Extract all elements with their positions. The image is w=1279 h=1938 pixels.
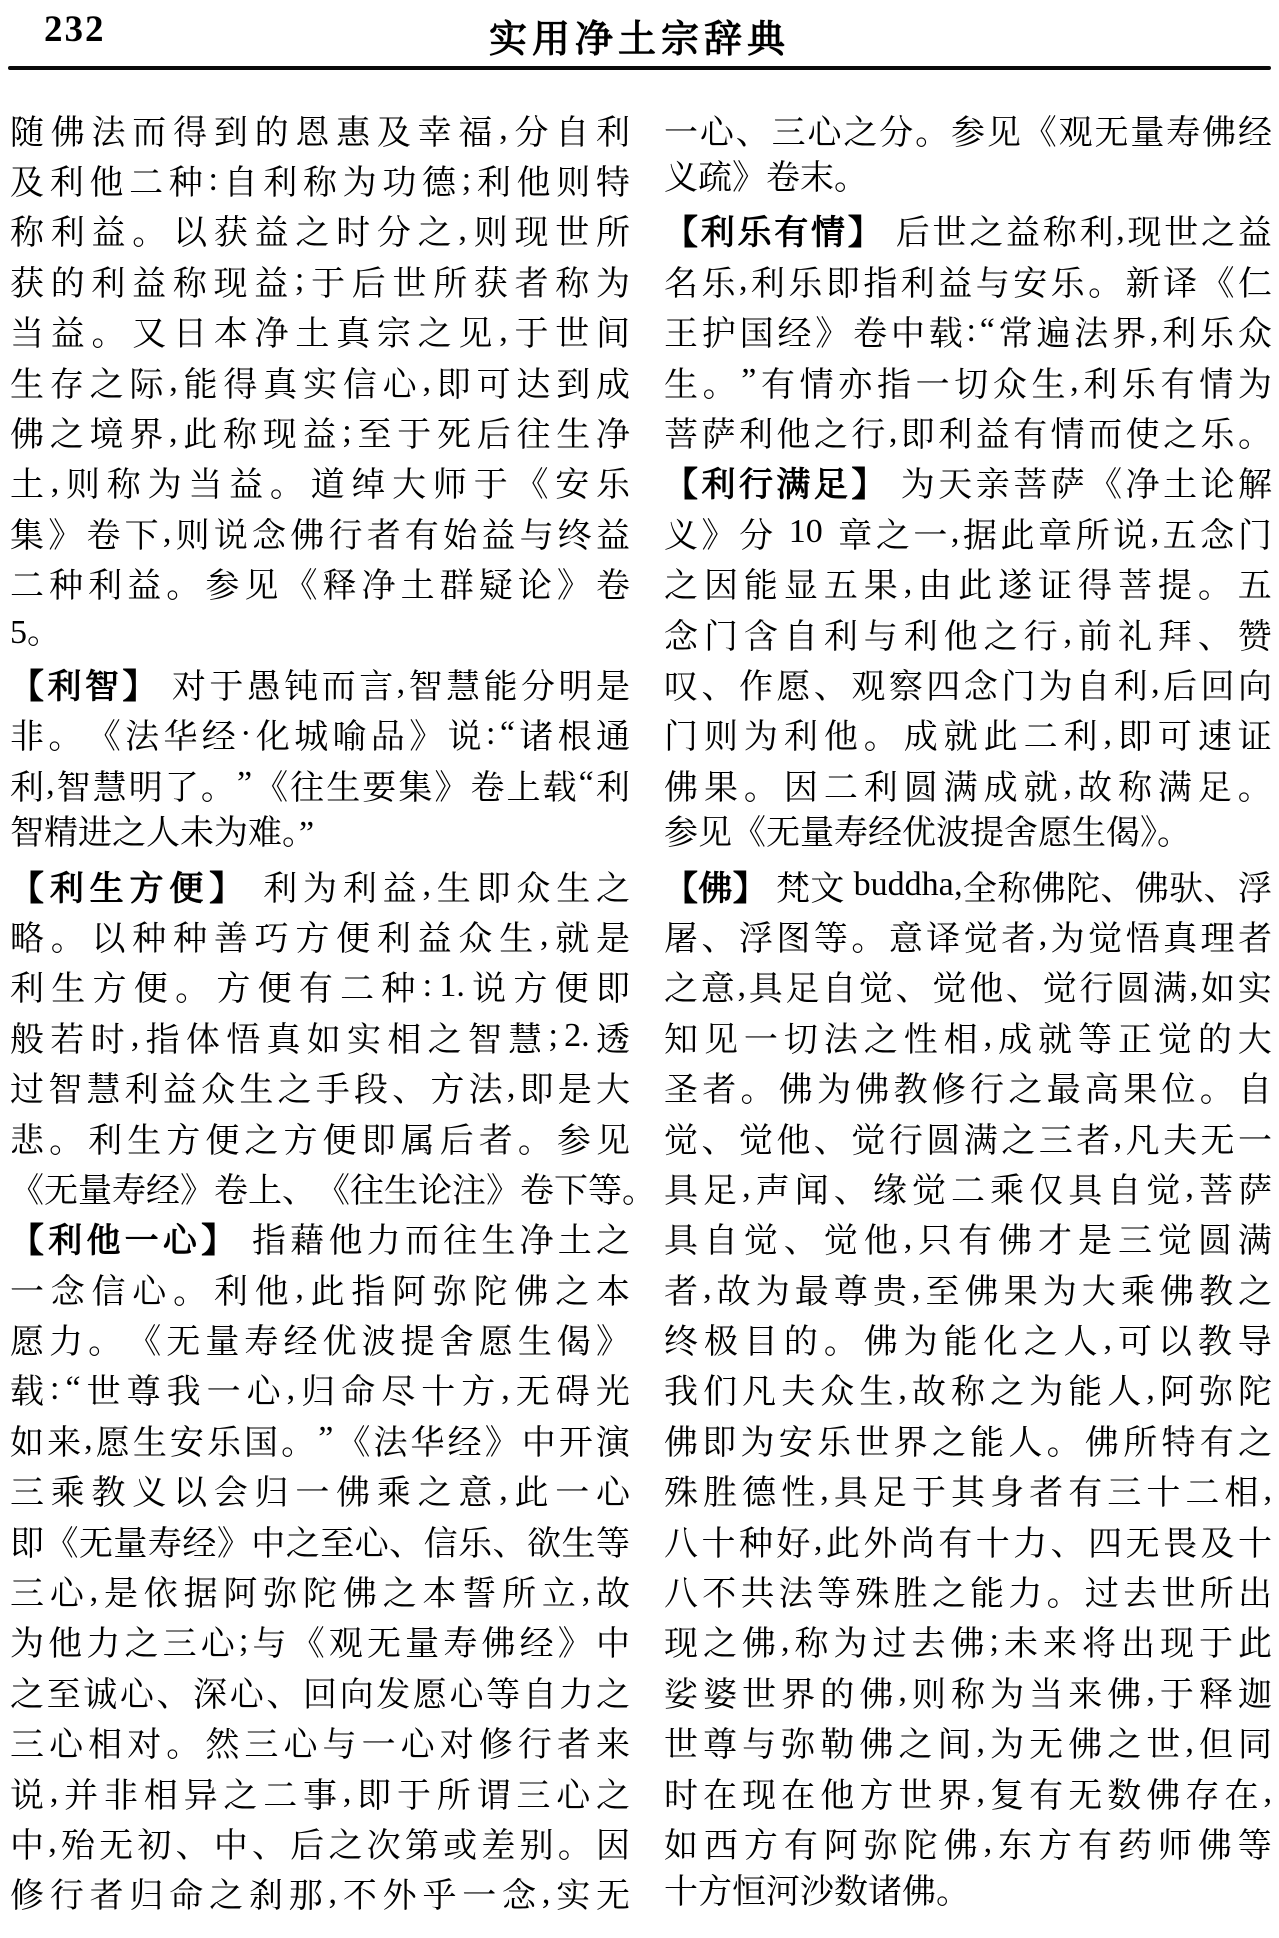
header-rule	[8, 66, 1271, 70]
text-line: 【 利 行 满 足 】 为 天 亲 菩 萨 《 净 土 论 解	[664, 466, 1272, 505]
text-line: 一 心 、 三 心 之 分 。 参 见 《 观 无 量 寿 佛 经	[664, 114, 1272, 152]
text-line: 集 》 卷 下 , 则 说 念 佛 行 者 有 始 益 与 终 益	[10, 513, 630, 555]
text-line: 三 心 相 对 。 然 三 心 与 一 心 对 修 行 者 来	[10, 1727, 630, 1765]
text-line: 时 在 现 在 他 方 世 界 , 复 有 无 数 佛 存 在 ,	[664, 1773, 1272, 1815]
text-line: 现 之 佛 , 称 为 过 去 佛 ; 未 来 将 出 现 于 此	[664, 1621, 1272, 1664]
text-line: 义 》 分 10 章 之 一 , 据 此 章 所 说 , 五 念 门	[664, 513, 1272, 555]
text-line: 智精进之人未为难。”	[10, 815, 315, 853]
text-line: 娑 婆 世 界 的 佛 , 则 称 为 当 来 佛 , 于 释 迦	[664, 1672, 1272, 1714]
text-line: 殊 胜 德 性 , 具 足 于 其 身 者 有 三 十 二 相 ,	[664, 1470, 1272, 1513]
text-line: 义疏》卷末。	[664, 160, 868, 198]
text-line: 世 尊 与 弥 勒 佛 之 间 , 为 无 佛 之 世 , 但 同	[664, 1722, 1272, 1765]
text-line: 我 们 凡 夫 众 生 , 故 称 之 为 能 人 , 阿 弥 陀	[664, 1369, 1272, 1412]
text-line: 为 他 力 之 三 心 ; 与 《 观 无 量 寿 佛 经 》 中	[10, 1621, 630, 1664]
text-line: 八 不 共 法 等 殊 胜 之 能 力 。 过 去 世 所 出	[664, 1576, 1272, 1614]
text-line: 之 因 能 显 五 果 , 由 此 遂 证 得 菩 提 。 五	[664, 563, 1272, 606]
text-line: 圣 者 。 佛 为 佛 教 修 行 之 最 高 果 位 。 自	[664, 1072, 1272, 1110]
text-line: 【 利 生 方 便 】 利 为 利 益 , 生 即 众 生 之	[10, 866, 630, 908]
page-header	[0, 0, 1279, 70]
text-line: 三 心 , 是 依 据 阿 弥 陀 佛 之 本 誓 所 立 , 故	[10, 1571, 630, 1614]
text-line: 中 , 殆 无 初 、 中 、 后 之 次 第 或 差 别 。 因	[10, 1823, 630, 1865]
text-line: 参见《无量寿经优波提舍愿生偈》。	[664, 815, 1191, 853]
text-line: 载 : “ 世 尊 我 一 心 , 归 命 尽 十 方 , 无 碍 光	[10, 1369, 630, 1412]
text-line: 如 来 , 愿 生 安 乐 国 。 ” 《 法 华 经 》 中 开 演	[10, 1420, 630, 1462]
text-line: 生 。 ” 有 情 亦 指 一 切 众 生 , 利 乐 有 情 为	[664, 362, 1272, 404]
text-line: 觉 、 觉 他 、 觉 行 圆 满 之 三 者 , 凡 夫 无 一	[664, 1118, 1272, 1160]
text-line: 称 利 益 。 以 获 益 之 时 分 之 , 则 现 世 所	[10, 210, 630, 253]
text-line: 悲 。 利 生 方 便 之 方 便 即 属 后 者 。 参 见	[10, 1122, 630, 1160]
text-line: 利 , 智 慧 明 了 。 ” 《 往 生 要 集 》 卷 上 载 “ 利	[10, 765, 630, 807]
right-text-column	[664, 104, 1272, 1918]
text-line: 随 佛 法 而 得 到 的 恩 惠 及 幸 福 , 分 自 利	[10, 110, 630, 152]
text-line: 【 佛 】 梵 文 buddha , 全 称 佛 陀 、 佛 驮 、 浮	[664, 866, 1272, 908]
text-line: 之 意 , 具 足 自 觉 、 觉 他 、 觉 行 圆 满 , 如 实	[664, 966, 1272, 1009]
text-line: 【 利 乐 有 情 】 后 世 之 益 称 利 , 现 世 之 益	[664, 210, 1272, 253]
text-line: 愿 力 。 《 无 量 寿 经 优 波 提 舍 愿 生 偈 》	[10, 1324, 630, 1362]
text-line: 佛 果 。 因 二 利 圆 满 成 就 , 故 称 满 足 。	[664, 765, 1272, 807]
text-line: 三 乘 教 义 以 会 归 一 佛 乘 之 意 , 此 一 心	[10, 1470, 630, 1513]
text-line: 生 存 之 际 , 能 得 真 实 信 心 , 即 可 达 到 成	[10, 362, 630, 404]
text-line: 5。	[10, 613, 61, 651]
text-line: 名 乐 , 利 乐 即 指 利 益 与 安 乐 。 新 译 《 仁	[664, 261, 1272, 303]
text-line: 二 种 利 益 。 参 见 《 释 净 土 群 疑 论 》 卷	[10, 568, 630, 606]
text-line: 八 十 种 好 , 此 外 尚 有 十 力 、 四 无 畏 及 十	[664, 1521, 1272, 1563]
text-line: 叹 、 作 愿 、 观 察 四 念 门 为 自 利 , 后 回 向	[664, 664, 1272, 706]
text-line: 念 门 含 自 利 与 利 他 之 行 , 前 礼 拜 、 赞	[664, 614, 1272, 656]
text-line: 之 至 诚 心 、 深 心 、 回 向 发 愿 心 等 自 力 之	[10, 1676, 630, 1714]
text-line: 即 《 无 量 寿 经 》 中 之 至 心 、 信 乐 、 欲 生 等	[10, 1525, 630, 1563]
page-number: 232	[44, 9, 106, 50]
text-line: 略 。 以 种 种 善 巧 方 便 利 益 众 生 , 就 是	[10, 916, 630, 958]
text-line: 当 益 。 又 日 本 净 土 真 宗 之 见 , 于 世 间	[10, 311, 630, 354]
book-title: 实用净土宗辞典	[488, 19, 790, 61]
text-line: 说 , 并 非 相 异 之 二 事 , 即 于 所 谓 三 心 之	[10, 1773, 630, 1815]
text-line: 非 。 《 法 华 经 · 化 城 喻 品 》 说 : “ 诸 根 通	[10, 714, 630, 757]
text-line: 者 , 故 为 最 尊 贵 , 至 佛 果 为 大 乘 佛 教 之	[664, 1269, 1272, 1311]
text-line: 知 见 一 切 法 之 性 相 , 成 就 等 正 觉 的 大	[664, 1017, 1272, 1059]
text-line: 十方恒河沙数诸佛。	[664, 1873, 970, 1911]
text-line: 及 利 他 二 种 : 自 利 称 为 功 德 ; 利 他 则 特	[10, 160, 630, 203]
text-line: 门 则 为 利 他 。 成 就 此 二 利 , 即 可 速 证	[664, 714, 1272, 757]
text-line: 如 西 方 有 阿 弥 陀 佛 , 东 方 有 药 师 佛 等	[664, 1823, 1272, 1865]
text-line: 菩 萨 利 他 之 行 , 即 利 益 有 情 而 使 之 乐 。	[664, 412, 1272, 455]
text-line: 般 若 时 , 指 体 悟 真 如 实 相 之 智 慧 ; 2. 透	[10, 1017, 630, 1059]
text-line: 土 , 则 称 为 当 益 。 道 绰 大 师 于 《 安 乐	[10, 462, 630, 505]
text-line: 佛 即 为 安 乐 世 界 之 能 人 。 佛 所 特 有 之	[664, 1424, 1272, 1462]
left-text-column	[10, 104, 656, 1918]
text-line: 【 利 智 】 对 于 愚 钝 而 言 , 智 慧 能 分 明 是	[10, 664, 630, 706]
text-line: 【 利 他 一 心 】 指 藉 他 力 而 往 生 净 土 之	[10, 1222, 630, 1261]
text-line: 终 极 目 的 。 佛 为 能 化 之 人 , 可 以 教 导	[664, 1319, 1272, 1362]
text-line: 佛 之 境 界 , 此 称 现 益 ; 至 于 死 后 往 生 净	[10, 412, 630, 455]
text-line: 屠 、 浮 图 等 。 意 译 觉 者 , 为 觉 悟 真 理 者	[664, 916, 1272, 958]
text-line: 具 自 觉 、 觉 他 , 只 有 佛 才 是 三 觉 圆 满	[664, 1218, 1272, 1261]
text-line: 一 念 信 心 。 利 他 , 此 指 阿 弥 陀 佛 之 本	[10, 1269, 630, 1311]
text-line: 具 足 , 声 闻 、 缘 觉 二 乘 仅 具 自 觉 , 菩 萨	[664, 1168, 1272, 1210]
text-line: 王 护 国 经 》 卷 中 载 : “ 常 遍 法 界 , 利 乐 众	[664, 311, 1272, 354]
text-line: 获 的 利 益 称 现 益 ; 于 后 世 所 获 者 称 为	[10, 261, 630, 303]
text-line: 过 智 慧 利 益 众 生 之 手 段 、 方 法 , 即 是 大	[10, 1067, 630, 1110]
text-line: 修 行 者 归 命 之 刹 那 , 不 外 乎 一 念 , 实 无	[10, 1873, 630, 1916]
text-line: 利 生 方 便 。 方 便 有 二 种 : 1. 说 方 便 即	[10, 966, 630, 1009]
text-line: 《 无 量 寿 经 》 卷 上 、 《 往 生 论 注 》 卷 下 等 。	[10, 1172, 656, 1210]
